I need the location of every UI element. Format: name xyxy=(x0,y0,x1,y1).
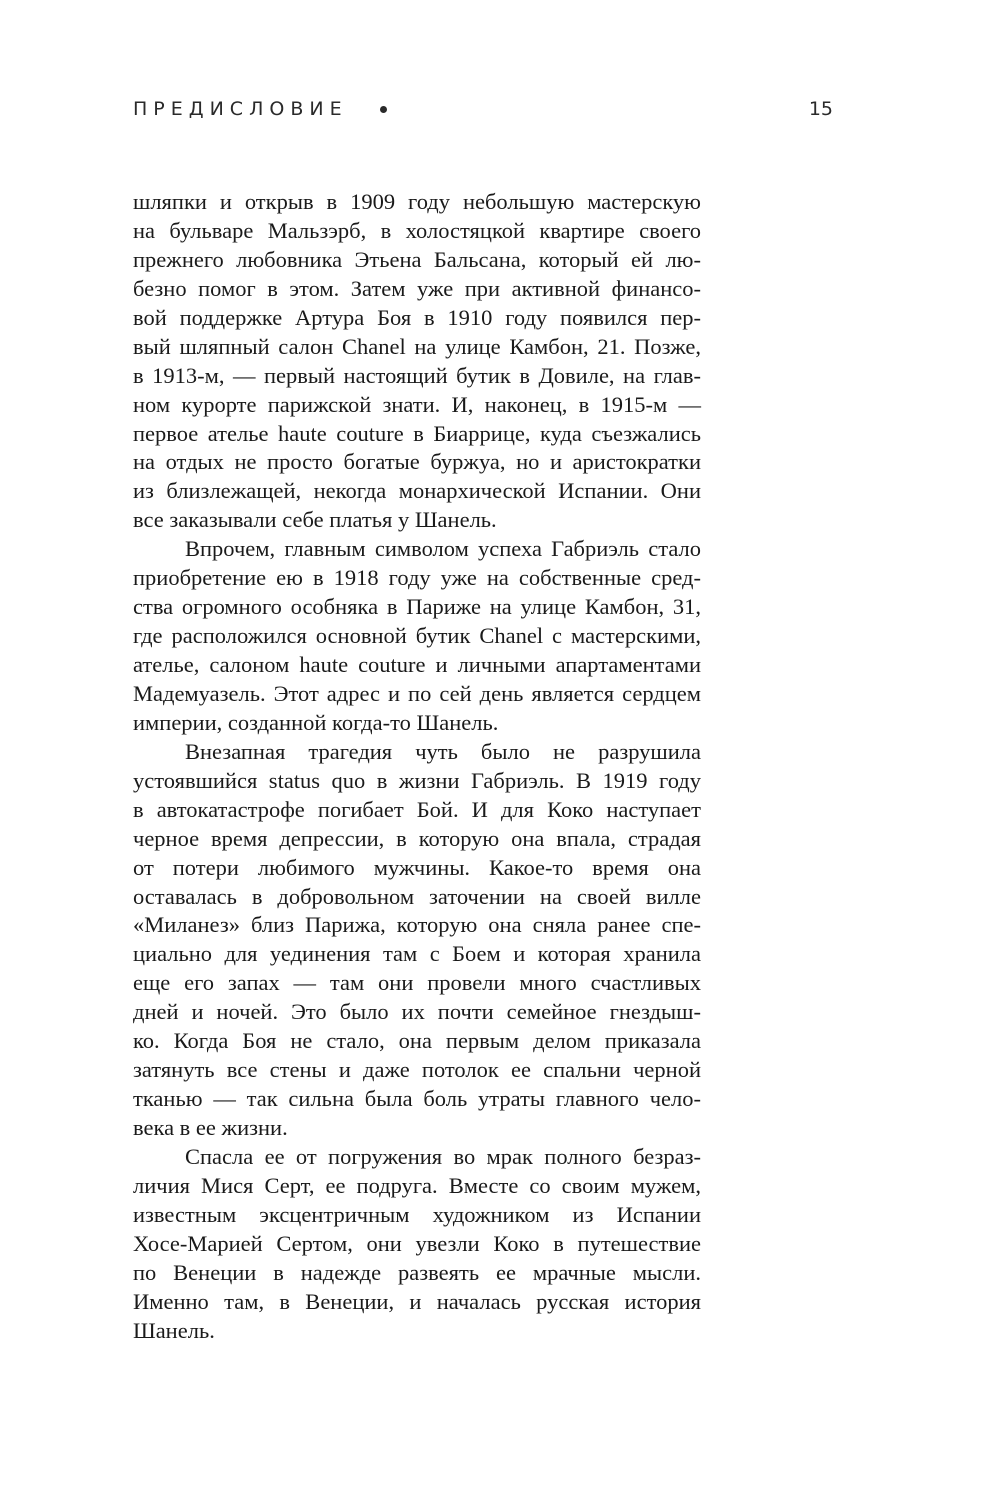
text-line: на бульваре Мальзэрб, в холостяцкой квартире своего xyxy=(133,217,701,243)
text-line: еще его запах — там они провели много счастливых xyxy=(133,970,701,996)
text-line: оставалась в добровольном заточении на своей вилле xyxy=(133,883,701,909)
text-line: безно помог в этом. Затем уже при активной финансо- xyxy=(133,275,701,301)
body-text xyxy=(133,188,701,1346)
text-line: первое ателье haute couture в Биаррице, куда съезжались xyxy=(133,420,701,446)
paragraph xyxy=(133,188,701,535)
text-line: вой поддержке Артура Боя в 1910 году появился пер- xyxy=(133,304,701,330)
text-line: в 1913-м, — первый настоящий бутик в Довиле, на глав- xyxy=(133,362,701,388)
text-line: Внезапная трагедия чуть было не разрушила xyxy=(185,738,701,764)
text-line: Впрочем, главным символом успеха Габриэль стало xyxy=(185,536,701,562)
text-line: черное время депрессии, в которую она впала, страдая xyxy=(133,825,701,851)
text-line: вый шляпный салон Chanel на улице Камбон, 21. Позже, xyxy=(133,333,701,359)
bullet-dot-icon xyxy=(380,106,387,113)
text-line: империи, созданной когда-то Шанель. xyxy=(133,709,499,735)
text-line: века в ее жизни. xyxy=(133,1115,288,1140)
text-line: ко. Когда Боя не стало, она первым делом приказала xyxy=(133,1028,701,1054)
text-line: от потери любимого мужчины. Какое-то время она xyxy=(133,854,701,880)
text-line: дней и ночей. Это было их почти семейное гнездыш- xyxy=(133,999,701,1025)
text-line: «Миланез» близ Парижа, которую она сняла ранее спе- xyxy=(133,912,701,938)
section-title: ПРЕДИСЛОВИЕ xyxy=(133,98,348,120)
paragraph xyxy=(133,1143,701,1346)
text-line: все заказывали себе платья у Шанель. xyxy=(133,507,497,533)
paragraph xyxy=(133,535,701,738)
text-line: Мадемуазель. Этот адрес и по сей день является сердцем xyxy=(133,680,701,706)
text-line: из близлежащей, некогда монархической Испании. Они xyxy=(133,478,701,504)
text-line: Хосе-Марией Сертом, они увезли Коко в путешествие xyxy=(133,1230,701,1256)
text-line: циально для уединения там с Боем и которая хранила xyxy=(133,941,701,967)
text-line: где расположился основной бутик Chanel с мастерскими, xyxy=(133,623,701,649)
text-line: по Венеции в надежде развеять ее мрачные мысли. xyxy=(133,1259,701,1285)
text-line: тканью — так сильна была боль утраты главного чело- xyxy=(133,1086,701,1112)
text-line: ства огромного особняка в Париже на улице Камбон, 31, xyxy=(133,594,701,620)
text-line: прежнего любовника Этьена Бальсана, который ей лю- xyxy=(133,246,701,272)
text-line: ном курорте парижской знати. И, наконец, в 1915-м — xyxy=(133,391,701,417)
text-line: личия Мися Серт, ее подруга. Вместе со своим мужем, xyxy=(133,1172,701,1198)
text-line: Шанель. xyxy=(133,1317,215,1343)
text-line: приобретение ею в 1918 году уже на собственные сред- xyxy=(133,565,701,591)
text-line: устоявшийся status quo в жизни Габриэль. В 1919 году xyxy=(133,767,701,793)
text-line: в автокатастрофе погибает Бой. И для Коко наступает xyxy=(133,796,701,822)
text-line: ателье, салоном haute couture и личными апартаментами xyxy=(133,652,701,677)
page-number: 15 xyxy=(808,98,833,120)
text-line: затянуть все стены и даже потолок ее спальни черной xyxy=(133,1057,701,1083)
running-head xyxy=(133,96,833,122)
text-line: на отдых не просто богатые буржуа, но и аристократки xyxy=(133,449,701,475)
text-line: Спасла ее от погружения во мрак полного безраз- xyxy=(185,1143,701,1169)
text-line: известным эксцентричным художником из Испании xyxy=(133,1201,701,1227)
paragraph xyxy=(133,738,701,1143)
text-line: Именно там, в Венеции, и началась русская история xyxy=(133,1288,701,1314)
text-line: шляпки и открыв в 1909 году небольшую мастерскую xyxy=(133,189,701,214)
